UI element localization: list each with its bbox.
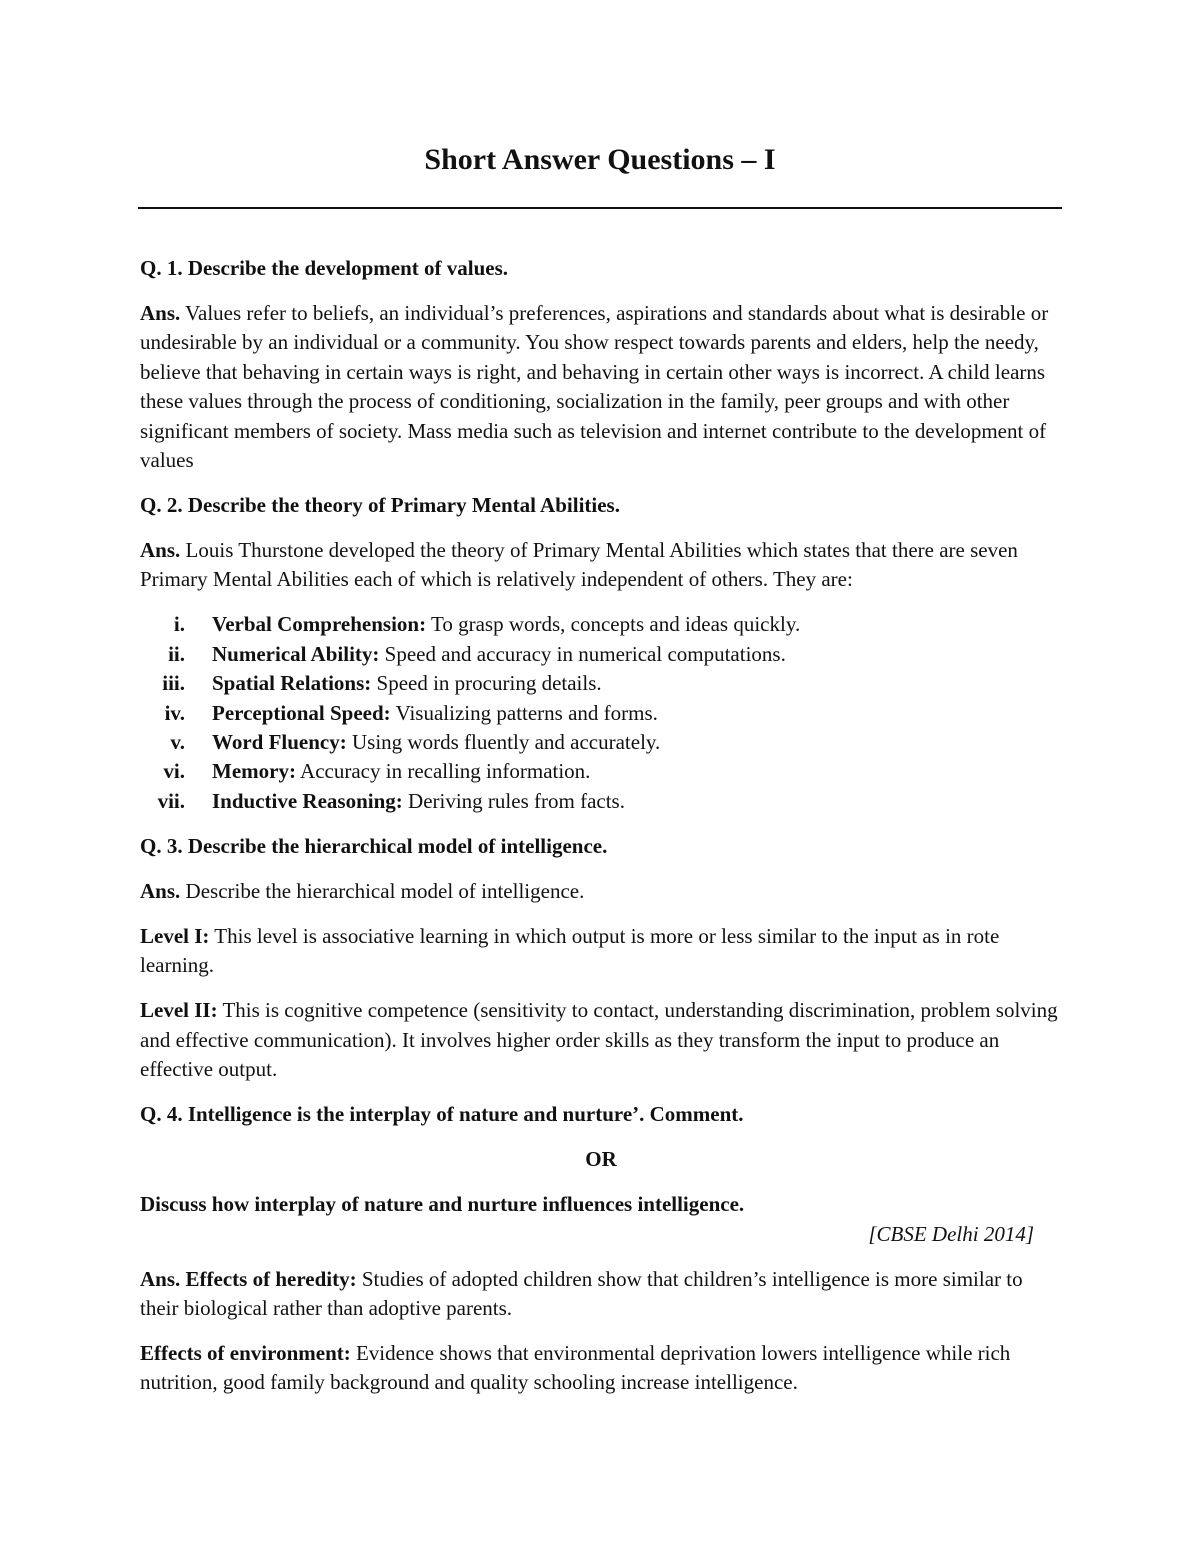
page-title: Short Answer Questions – I (424, 143, 776, 176)
question-3: Q. 3. Describe the hierarchical model of intelligence. (140, 833, 608, 858)
list-item-term: Verbal Comprehension: (212, 612, 427, 637)
document-body (140, 254, 1062, 1398)
environment-text: Evidence shows that environmental deprivation lowers intelligence while rich nutrition, good family background and quality schooling increase intelligence. (140, 1340, 1011, 1395)
list-item-term: Memory: (212, 759, 296, 784)
level-1-label: Level I: (140, 923, 210, 948)
list-item-term: Word Fluency: (212, 730, 347, 755)
list-item-desc: Using words fluently and accurately. (352, 730, 661, 755)
answer-2-text: Louis Thurstone developed the theory of Primary Mental Abilities which states that there are seven Primary Mental Abilities each of which is relatively independent of others. They are: (140, 538, 1018, 592)
list-item (140, 728, 1062, 757)
list-item-number: iii. (162, 671, 185, 696)
list-item-number: ii. (168, 641, 185, 666)
list-item-number: vi. (163, 759, 185, 784)
citation: [CBSE Delhi 2014] (868, 1221, 1034, 1246)
question-4-alternate: Discuss how interplay of nature and nurture influences intelligence. (140, 1192, 745, 1217)
list-item-desc: Accuracy in recalling information. (300, 759, 591, 784)
list-item-term: Numerical Ability: (212, 641, 380, 666)
answer-label: Ans. (140, 538, 181, 563)
question-2: Q. 2. Describe the theory of Primary Mental Abilities. (140, 493, 620, 518)
answer-label: Ans. (140, 1266, 181, 1291)
list-item (140, 669, 1062, 698)
level-2 (140, 996, 1062, 1084)
answer-3 (140, 877, 1062, 906)
answer-1-text: Values refer to beliefs, an individual’s preferences, aspirations and standards about what is desirable or undesirable by an individual or a community. You show respect towards parents and elders, help the needy, believe that behaving in certain ways is right, and behaving in certain other ways is incorrect. A child learns these values through the process of conditioning, socialization in the family, peer groups and with other significant members of society. Mass media such as television and internet contribute to the development of values (140, 301, 1049, 473)
heredity-text: Studies of adopted children show that children’s intelligence is more similar to their biological rather than adoptive parents. (140, 1266, 1023, 1320)
answer-4-environment (140, 1339, 1062, 1398)
level-1-text: This level is associative learning in which output is more or less similar to the input as in rote learning. (140, 923, 1000, 978)
list-item (140, 640, 1062, 669)
environment-label: Effects of environment: (140, 1340, 351, 1365)
list-item-term: Inductive Reasoning: (212, 788, 403, 813)
answer-label: Ans. (140, 301, 181, 325)
answer-label: Ans. (140, 878, 181, 903)
list-item-desc: Deriving rules from facts. (408, 788, 625, 813)
list-item-desc: Visualizing patterns and forms. (395, 700, 658, 725)
answer-4-heredity (140, 1265, 1062, 1324)
list-item-term: Perceptional Speed: (212, 700, 391, 725)
list-item-number: v. (170, 730, 185, 755)
list-item-term: Spatial Relations: (212, 671, 372, 696)
list-item-desc: To grasp words, concepts and ideas quickly. (430, 612, 801, 637)
question-1: Q. 1. Describe the development of values. (140, 256, 509, 280)
list-item (140, 699, 1062, 728)
answer-3-text: Describe the hierarchical model of intelligence. (185, 878, 585, 903)
level-2-label: Level II: (140, 998, 218, 1023)
list-item-desc: Speed and accuracy in numerical computations. (384, 641, 786, 666)
question-4: Q. 4. Intelligence is the interplay of nature and nurture’. Comment. (140, 1102, 744, 1127)
answer-1 (140, 299, 1062, 475)
list-item-number: vii. (157, 788, 185, 813)
list-item-desc: Speed in procuring details. (376, 671, 602, 696)
list-item (140, 787, 1062, 816)
primary-mental-abilities-list (140, 610, 1062, 816)
list-item (140, 757, 1062, 786)
heredity-label: Effects of heredity: (185, 1266, 357, 1291)
list-item-number: i. (173, 612, 185, 637)
level-2-text: This is cognitive competence (sensitivity to contact, understanding discrimination, problem solving and effective communication). It involves higher order skills as they transform the input to produce an effective output. (140, 998, 1058, 1082)
list-item-number: iv. (164, 700, 185, 725)
answer-2 (140, 536, 1062, 595)
title-divider (138, 207, 1062, 209)
list-item (140, 610, 1062, 639)
level-1 (140, 922, 1062, 981)
or-divider: OR (585, 1147, 617, 1172)
